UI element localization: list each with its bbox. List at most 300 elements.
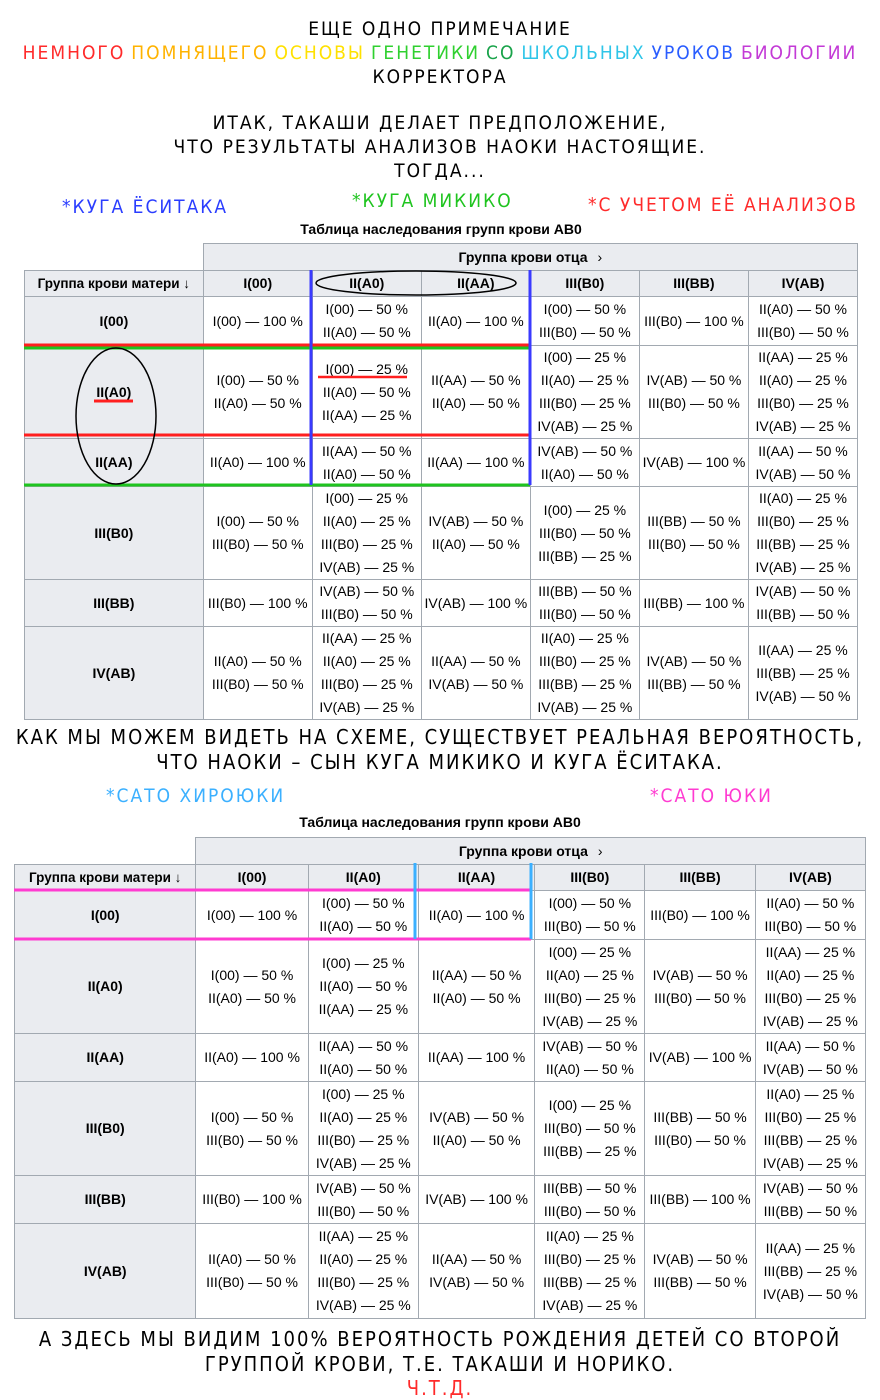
offspring-probability: III(B0) — 50 % [764,918,857,934]
offspring-probability: I(00) — 50 % [216,513,299,529]
mother-row-header: III(BB) [15,1176,196,1224]
mother-row-header: III(B0) [25,487,204,580]
offspring-probability: IV(AB) — 25 % [762,1012,858,1029]
mother-row-header: II(AA) [15,1034,196,1082]
offspring-cell [748,346,857,439]
offspring-probability: III(B0) — 25 % [320,676,413,692]
offspring-cell [755,1224,865,1319]
mother-row-header: II(A0) [15,940,196,1034]
table-row [15,1082,866,1176]
offspring-probability: IV(AB) — 50 % [315,1179,411,1196]
table-row [15,940,866,1034]
father-column-header[interactable]: IV(AB) [748,271,857,297]
offspring-probability: IV(AB) — 50 % [319,583,415,599]
offspring-probability: II(A0) — 50 % [208,989,296,1006]
offspring-cell [535,891,645,940]
offspring-probability: III(B0) — 50 % [206,1274,298,1290]
father-column-header[interactable]: I(00) [203,271,312,297]
offspring-cell [755,891,865,940]
table-row [15,891,866,940]
offspring-probability: IV(AB) — 25 % [537,699,633,715]
offspring-probability: III(B0) — 25 % [538,653,631,669]
middle-line-1: КАК МЫ МОЖЕМ ВИДЕТЬ НА СХЕМЕ, СУЩЕСТВУЕТ РЕАЛЬНАЯ ВЕРОЯТНОСТЬ, [15,725,865,749]
offspring-probability: III(B0) — 25 % [317,1274,410,1290]
father-group-header-label: Группа крови отца [458,842,588,859]
offspring-probability: III(B0) — 50 % [206,1131,298,1148]
offspring-cell [535,940,645,1034]
offspring-probability: IV(AB) — 50 % [646,372,742,388]
mother-row-header: II(AA) [25,439,204,487]
offspring-probability: I(00) — 100 % [206,906,298,923]
offspring-probability: III(B0) — 100 % [644,312,744,329]
offspring-cell [203,580,312,627]
offspring-probability: IV(AB) — 50 % [646,653,742,669]
table-row [25,346,858,439]
offspring-probability: IV(AB) — 50 % [652,1251,748,1267]
intro-line-1: ИТАК, ТАКАШИ ДЕЛАЕТ ПРЕДПОЛОЖЕНИЕ, [212,112,668,134]
offspring-probability: I(00) — 50 % [322,895,405,911]
offspring-probability: III(B0) — 25 % [320,536,413,552]
rainbow-word: БИОЛОГИИ [741,42,858,64]
offspring-probability: II(A0) — 50 % [432,989,521,1006]
offspring-cell [196,940,308,1034]
rainbow-word: ГЕНЕТИКИ [370,42,481,64]
offspring-probability: III(B0) — 50 % [320,606,413,622]
offspring-probability: II(A0) — 50 % [540,465,629,482]
offspring-probability: II(AA) — 50 % [765,1037,856,1054]
table-row [25,627,858,720]
offspring-probability: II(A0) — 50 % [319,918,408,934]
offspring-probability: II(A0) — 25 % [545,1228,634,1244]
offspring-cell [308,1176,418,1224]
offspring-cell [645,891,755,940]
offspring-cell [755,940,865,1034]
offspring-cell [312,297,421,346]
offspring-probability: IV(AB) — 25 % [542,1297,638,1313]
offspring-probability: IV(AB) — 25 % [315,1297,411,1313]
offspring-cell [639,487,748,580]
offspring-probability: III(B0) — 50 % [757,324,849,340]
offspring-cell [530,580,639,627]
offspring-cell [418,1034,534,1082]
offspring-cell [530,627,639,720]
offspring-probability: III(B0) — 50 % [538,324,631,340]
father-group-header [203,244,857,271]
mother-row-header: III(B0) [15,1082,196,1176]
offspring-probability: III(BB) — 50 % [756,606,850,622]
offspring-probability: III(BB) — 25 % [763,1262,858,1279]
mother-row-header: I(00) [15,891,196,940]
father-column-header[interactable]: II(AA) [418,865,534,891]
offspring-probability: II(A0) — 25 % [759,490,847,506]
offspring-probability: IV(AB) — 50 % [428,513,524,529]
analysis-note: *С УЧЕТОМ ЕЁ АНАЛИЗОВ [588,194,858,216]
offspring-probability: IV(AB) — 25 % [542,1012,638,1029]
blood-group-table-2 [14,837,866,1319]
father-column-header[interactable]: IV(AB) [755,865,865,891]
offspring-probability: IV(AB) — 50 % [429,1274,525,1290]
offspring-cell [308,1034,418,1082]
offspring-probability: III(BB) — 25 % [543,1274,637,1290]
offspring-cell [312,487,421,580]
offspring-probability: III(B0) — 25 % [757,395,849,411]
offspring-cell [196,1224,308,1319]
offspring-probability: III(B0) — 50 % [543,1120,636,1136]
offspring-probability: III(B0) — 50 % [543,1202,636,1219]
offspring-cell [418,891,534,940]
offspring-cell [203,346,312,439]
offspring-probability: III(BB) — 100 % [649,1191,751,1207]
rainbow-word: НЕМНОГО [22,42,126,64]
offspring-cell [645,1034,755,1082]
offspring-cell [312,346,421,439]
offspring-cell [748,439,857,487]
table-row [15,1224,866,1319]
intro-line-2: ЧТО РЕЗУЛЬТАТЫ АНАЛИЗОВ НАОКИ НАСТОЯЩИЕ. [173,136,707,158]
offspring-probability: II(A0) — 50 % [322,465,411,482]
offspring-probability: IV(AB) — 100 % [425,1191,528,1207]
table-row [25,439,858,487]
offspring-cell [203,297,312,346]
father-column-header[interactable]: II(A0) [312,271,421,297]
offspring-probability: II(AA) — 25 % [758,641,848,658]
offspring-probability: III(BB) — 100 % [643,594,745,611]
father-note-2: *САТО ХИРОЮКИ [106,785,286,807]
blood-group-table-1 [24,243,858,720]
offspring-probability: III(B0) — 50 % [538,524,631,541]
offspring-cell [748,580,857,627]
offspring-probability: II(A0) — 25 % [766,1085,855,1102]
offspring-probability: III(B0) — 50 % [538,606,631,622]
offspring-probability: IV(AB) — 25 % [755,559,851,575]
outro-line-1: А ЗДЕСЬ МЫ ВИДИМ 100% ВЕРОЯТНОСТЬ РОЖДЕНИЯ ДЕТЕЙ СО ВТОРОЙ [38,1327,842,1351]
mother-group-header[interactable]: Группа крови матери ↓ [15,865,196,891]
offspring-probability: III(BB) — 50 % [647,676,741,692]
offspring-probability: IV(AB) — 100 % [642,454,746,470]
offspring-probability: I(00) — 25 % [322,955,405,971]
offspring-probability: III(B0) — 25 % [543,989,636,1006]
offspring-cell [530,439,639,487]
offspring-probability: III(B0) — 100 % [207,594,308,611]
rainbow-word: ШКОЛЬНЫХ [521,42,646,64]
offspring-cell [639,627,748,720]
intro-line-3: ТОГДА... [394,160,486,182]
father-group-header-label: Группа крови отца [458,248,588,265]
offspring-probability: II(AA) — 25 % [318,1001,409,1017]
offspring-probability: I(00) — 25 % [543,349,627,365]
offspring-probability: II(A0) — 50 % [545,1060,634,1077]
offspring-cell [639,346,748,439]
offspring-probability: I(00) — 50 % [548,895,632,911]
table-row [15,1176,866,1224]
offspring-probability: II(A0) — 25 % [319,1108,408,1125]
table-row [15,1034,866,1082]
offspring-probability: IV(AB) — 50 % [537,442,633,459]
offspring-probability: II(AA) — 25 % [322,406,412,423]
offspring-cell [645,1082,755,1176]
offspring-probability: III(B0) — 50 % [543,918,636,934]
offspring-probability: II(AA) — 50 % [322,442,412,459]
offspring-probability: II(AA) — 50 % [431,966,522,983]
offspring-probability: I(00) — 50 % [216,372,299,388]
note-author: КОРРЕКТОРА [372,66,508,88]
father-note: *КУГА ЁСИТАКА [62,196,229,218]
offspring-probability: I(00) — 25 % [325,490,409,506]
offspring-cell [421,627,530,720]
middle-line-2: ЧТО НАОКИ – СЫН КУГА МИКИКО И КУГА ЁСИТАКА. [156,750,724,774]
offspring-cell [530,346,639,439]
offspring-probability: III(B0) — 50 % [211,536,304,552]
mother-row-header: II(A0) [25,346,204,439]
offspring-probability: III(BB) — 50 % [543,1179,637,1196]
offspring-probability: I(00) — 50 % [325,301,409,317]
father-column-header[interactable]: III(B0) [530,271,639,297]
offspring-probability: II(A0) — 25 % [545,966,634,983]
offspring-cell [308,940,418,1034]
offspring-cell [421,580,530,627]
offspring-probability: II(A0) — 100 % [428,906,525,923]
father-column-header[interactable]: III(B0) [535,865,645,891]
offspring-probability: III(BB) — 50 % [647,513,741,529]
offspring-cell [196,1082,308,1176]
offspring-probability: II(A0) — 25 % [766,966,855,983]
offspring-probability: I(00) — 50 % [210,1108,294,1125]
offspring-cell [645,1176,755,1224]
table-row [25,487,858,580]
offspring-probability: II(AA) — 25 % [765,1239,856,1256]
offspring-probability: IV(AB) — 50 % [755,465,851,482]
offspring-probability: I(00) — 25 % [322,1085,405,1102]
offspring-cell [308,1082,418,1176]
offspring-cell [755,1176,865,1224]
rainbow-word: ОСНОВЫ [274,42,365,64]
rainbow-word: УРОКОВ [651,42,736,64]
offspring-probability: III(B0) — 25 % [543,1251,636,1267]
offspring-probability: II(AA) — 50 % [758,442,848,459]
rainbow-word: СО [486,42,516,64]
offspring-probability: III(BB) — 50 % [538,583,632,599]
table-caption: Таблица наследования групп крови AB0 [300,221,582,237]
offspring-probability: III(B0) — 25 % [317,1131,410,1148]
outro-line-2: ГРУППОЙ КРОВИ, Т.Е. ТАКАШИ И НОРИКО. [204,1352,676,1376]
offspring-probability: III(B0) — 25 % [764,989,857,1006]
offspring-probability: II(AA) — 25 % [322,630,412,646]
table-row [25,297,858,346]
offspring-probability: II(AA) — 50 % [318,1037,409,1054]
offspring-cell [196,1176,308,1224]
offspring-probability: III(BB) — 25 % [538,676,632,692]
offspring-cell [645,940,755,1034]
offspring-probability: II(A0) — 25 % [540,372,629,388]
offspring-probability: III(BB) — 25 % [538,547,632,564]
offspring-probability: III(B0) — 100 % [202,1191,302,1207]
offspring-probability: II(A0) — 100 % [209,454,306,470]
offspring-cell [748,487,857,580]
offspring-cell [312,627,421,720]
offspring-probability: IV(AB) — 25 % [315,1154,411,1171]
offspring-cell [421,487,530,580]
offspring-probability: II(A0) — 25 % [322,653,411,669]
offspring-probability: IV(AB) — 50 % [755,687,851,704]
offspring-probability: IV(AB) — 25 % [755,418,851,434]
offspring-probability: III(BB) — 25 % [756,536,850,552]
mother-group-header[interactable]: Группа крови матери ↓ [25,271,204,297]
offspring-probability: II(A0) — 50 % [213,395,302,411]
mother-row-header: IV(AB) [25,627,204,720]
offspring-probability: III(B0) — 50 % [211,676,304,692]
father-column-header[interactable]: II(AA) [421,271,530,297]
offspring-probability: II(AA) — 50 % [431,372,521,388]
offspring-probability: I(00) — 50 % [543,301,627,317]
table-corner [15,838,196,865]
offspring-probability: III(BB) — 25 % [543,1143,637,1159]
offspring-probability: I(00) — 25 % [543,501,627,518]
sort-arrow-icon[interactable]: › [597,842,603,859]
offspring-probability: II(A0) — 50 % [213,653,302,669]
offspring-probability: II(A0) — 50 % [766,895,855,911]
offspring-probability: II(A0) — 50 % [432,1131,521,1148]
offspring-cell [755,1082,865,1176]
mother-row-header: IV(AB) [15,1224,196,1319]
offspring-probability: IV(AB) — 100 % [648,1049,752,1065]
father-column-header[interactable]: III(BB) [639,271,748,297]
offspring-cell [639,580,748,627]
offspring-probability: II(AA) — 50 % [431,1251,522,1267]
offspring-probability: IV(AB) — 25 % [319,699,415,715]
offspring-probability: IV(AB) — 25 % [762,1154,858,1171]
offspring-probability: IV(AB) — 50 % [542,1037,638,1054]
offspring-cell [530,487,639,580]
offspring-cell [308,1224,418,1319]
offspring-cell [421,297,530,346]
offspring-probability: III(B0) — 25 % [764,1108,857,1125]
mother-note: *КУГА МИКИКО [352,190,513,212]
offspring-probability: II(A0) — 50 % [208,1251,296,1267]
offspring-probability: III(B0) — 50 % [654,1131,746,1148]
table-caption-2: Таблица наследования групп крови AB0 [299,814,581,830]
offspring-probability: II(AA) — 25 % [765,943,856,960]
offspring-probability: IV(AB) — 50 % [652,966,748,983]
offspring-probability: IV(AB) — 25 % [319,559,415,575]
offspring-probability: IV(AB) — 50 % [429,1108,525,1125]
offspring-probability: II(A0) — 50 % [759,301,847,317]
offspring-cell [418,940,534,1034]
offspring-probability: IV(AB) — 50 % [428,676,524,692]
offspring-cell [535,1034,645,1082]
offspring-cell [196,1034,308,1082]
offspring-probability: II(AA) — 100 % [427,454,525,470]
offspring-cell [639,439,748,487]
offspring-cell [421,346,530,439]
offspring-cell [748,627,857,720]
offspring-probability: I(00) — 25 % [548,1097,632,1113]
offspring-probability: II(A0) — 50 % [319,978,408,994]
offspring-probability: III(B0) — 100 % [650,906,750,923]
offspring-probability: II(A0) — 25 % [322,513,411,529]
offspring-cell [203,487,312,580]
offspring-cell [645,1224,755,1319]
offspring-cell [535,1224,645,1319]
offspring-probability: IV(AB) — 25 % [537,418,633,434]
offspring-probability: IV(AB) — 100 % [424,594,528,611]
sort-arrow-icon[interactable]: › [597,248,603,265]
offspring-cell [418,1176,534,1224]
offspring-cell [639,297,748,346]
offspring-probability: II(AA) — 100 % [427,1049,526,1065]
offspring-probability: I(00) — 25 % [548,943,632,960]
offspring-probability: IV(AB) — 50 % [762,1179,858,1196]
offspring-probability: II(A0) — 50 % [319,1060,408,1077]
offspring-probability: II(A0) — 100 % [204,1049,300,1065]
mother-note-2: *САТО ЮКИ [650,785,773,807]
mother-row-header: III(BB) [25,580,204,627]
offspring-probability: III(BB) — 50 % [763,1202,858,1219]
offspring-cell [418,1082,534,1176]
table-row [25,580,858,627]
offspring-cell [748,297,857,346]
offspring-probability: I(00) — 50 % [210,966,294,983]
offspring-cell [203,627,312,720]
offspring-cell [312,580,421,627]
offspring-probability: I(00) — 100 % [212,312,303,329]
offspring-probability: II(A0) — 100 % [427,312,524,329]
offspring-probability: III(B0) — 50 % [648,536,740,552]
offspring-cell [418,1224,534,1319]
father-column-header[interactable]: III(BB) [645,865,755,891]
offspring-probability: II(AA) — 25 % [758,349,848,365]
father-column-header[interactable]: II(A0) [308,865,418,891]
offspring-probability: III(B0) — 25 % [538,395,631,411]
offspring-cell [312,439,421,487]
offspring-probability: II(A0) — 50 % [322,383,411,400]
offspring-probability: II(A0) — 25 % [540,630,629,646]
note-title: ЕЩЕ ОДНО ПРИМЕЧАНИЕ [308,18,572,40]
offspring-probability: IV(AB) — 50 % [762,1060,858,1077]
mother-row-header: I(00) [25,297,204,346]
father-column-header[interactable]: I(00) [196,865,308,891]
offspring-probability: III(B0) — 25 % [757,513,849,529]
offspring-cell [755,1034,865,1082]
offspring-probability: III(B0) — 50 % [654,989,746,1006]
offspring-probability: II(A0) — 25 % [759,372,847,388]
offspring-probability: II(A0) — 25 % [319,1251,408,1267]
offspring-probability: III(BB) — 25 % [763,1131,858,1148]
offspring-probability: III(BB) — 50 % [653,1108,747,1125]
offspring-probability: II(A0) — 50 % [431,395,520,411]
offspring-cell [308,891,418,940]
qed: Ч.Т.Д. [406,1376,474,1400]
father-group-header [196,838,866,865]
offspring-probability: II(AA) — 50 % [431,653,521,669]
offspring-cell [421,439,530,487]
offspring-cell [535,1176,645,1224]
offspring-probability: III(B0) — 50 % [648,395,740,411]
offspring-probability: II(AA) — 25 % [318,1228,409,1244]
offspring-cell [196,891,308,940]
offspring-cell [203,439,312,487]
offspring-probability: III(BB) — 25 % [756,664,850,681]
offspring-probability: IV(AB) — 50 % [762,1285,858,1302]
rainbow-word: ПОМНЯЩЕГО [131,42,269,64]
offspring-probability: III(B0) — 50 % [317,1202,410,1219]
rainbow-line [0,42,880,64]
offspring-cell [535,1082,645,1176]
offspring-probability: I(00) — 25 % [325,360,409,377]
offspring-probability: II(A0) — 50 % [322,324,411,340]
offspring-probability: IV(AB) — 50 % [755,583,851,599]
table-corner [25,244,204,271]
offspring-probability: III(BB) — 50 % [653,1274,747,1290]
